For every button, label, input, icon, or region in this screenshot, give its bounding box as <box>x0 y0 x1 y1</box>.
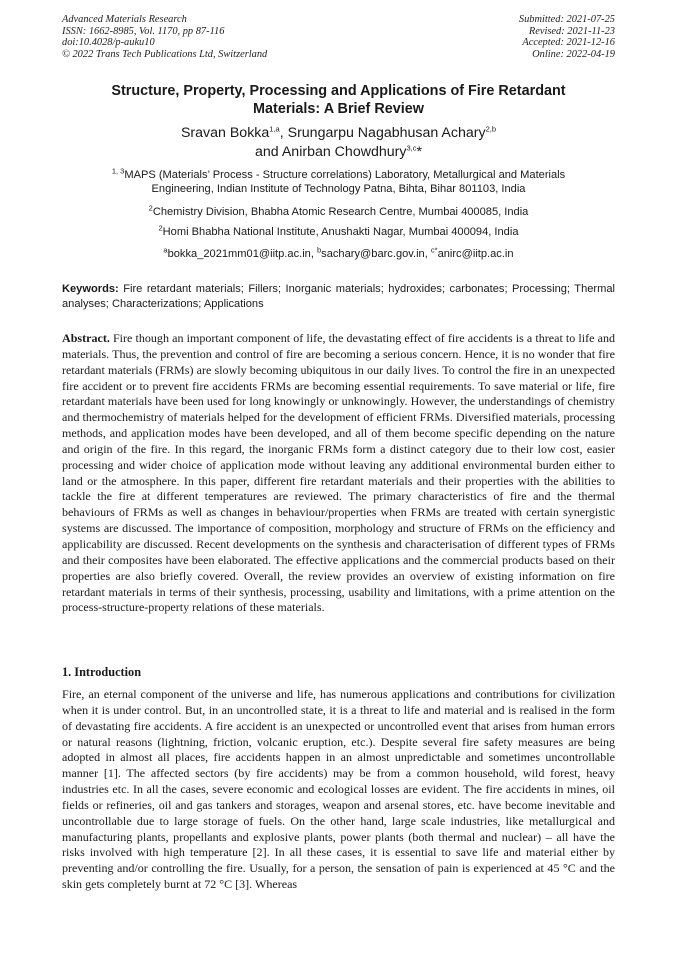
affiliation-2-sup: 2 <box>148 203 153 213</box>
email-a-sup: a <box>163 245 168 255</box>
copyright-line: © 2022 Trans Tech Publications Ltd, Switzerland <box>62 48 268 60</box>
affiliation-3 <box>62 225 615 239</box>
journal-name: Advanced Materials Research <box>62 14 187 25</box>
author-3: Anirban Chowdhury <box>281 144 407 160</box>
affiliation-1-sup: 1, 3 <box>111 166 125 176</box>
title-line-1: Structure, Property, Processing and Applications of Fire Retardant <box>111 83 566 99</box>
corresponding-mark: * <box>416 144 422 160</box>
online-date: Online: 2022-04-19 <box>532 48 615 60</box>
abstract-paragraph <box>62 331 615 616</box>
author-2-sup: 2,b <box>485 124 497 134</box>
author-1-sup: 1,a <box>269 124 280 134</box>
section-heading: 1. Introduction <box>62 665 142 679</box>
author-and: and <box>255 144 282 160</box>
affiliation-3-text: Homi Bhabha National Institute, Anushakti Nagar, Mumbai 400094, India <box>162 226 519 238</box>
author-1: Sravan Bokka <box>180 125 270 141</box>
submission-dates <box>519 14 615 60</box>
email-b: sachary@barc.gov.in, <box>321 248 431 260</box>
author-3-sup: 3,c <box>406 143 417 153</box>
email-b-sup: b <box>317 245 322 255</box>
author-2: Srungarpu Nagabhusan Achary <box>287 125 486 141</box>
author-separator: , <box>279 125 288 141</box>
journal-info <box>62 14 267 60</box>
keywords-label: Keywords: <box>62 283 119 295</box>
abstract-text: Fire though an important component of life, the devastating effect of fire accidents is a threat to life and materials. Thus, the prevention and control of fire are becoming a serious concern. Hence, it is no wonder that fire retardant materials (FRMs) are slowly becoming ubiquitous in our daily lives. To control the fire in an unexpected fire accident or to prevent fire accidents FRMs are becoming essential requirements. To save material or life, fire retardant materials have been used for long knowingly or unknowingly. However, the understandings of chemistry and thermochemistry of materials helped for the development of efficient FRMs. Diversified materials, processing methods, and application modes have been developed, and all of them become specific depending on the nature and origin of the fire. In this regard, the inorganic FRMs form a distinct category due to their low cost, easier processing and wider choice of application mode without leaving any additional environmental burden either to land or the atmosphere. In this paper, different fire retardant materials and their properties with the abilities to tackle the fire at different temperatures are reviewed. The primary characteristics of fire and the thermal behaviours of FRMs as well as changes in behaviour/properties when FRMs are treated with certain synergistic systems are discussed. The importance of composition, morphology and structure of FRMs on the efficiency and applicability are discussed. Recent developments on the synthesis and characterisation of different types of FRMs and their composites have been elaborated. The effective applications and the commercial products based on their properties are also briefly covered. Overall, the review provides an overview of existing information on fire retardant materials in terms of their synthesis, processing, usability and limitations, with a prime attention on the process-structure-property relations of these materials. <box>62 331 615 615</box>
abstract-label: Abstract. <box>62 331 110 345</box>
revised-date: Revised: 2021-11-23 <box>528 25 615 37</box>
affiliation-3-sup: 2 <box>158 223 163 233</box>
paper-title <box>62 82 615 118</box>
author-list <box>62 124 615 162</box>
submitted-date: Submitted: 2021-07-25 <box>518 14 615 25</box>
affiliation-1-line-1: MAPS (Materials’ Process - Structure correlations) Laboratory, Metallurgical and Materials <box>124 169 566 181</box>
affiliation-1 <box>62 168 615 197</box>
issn-line: ISSN: 1662-8985, Vol. 1170, pp 87-116 <box>62 25 225 37</box>
title-line-2: Materials: A Brief Review <box>253 101 424 117</box>
affiliation-2 <box>62 205 615 219</box>
email-c-sup: c* <box>430 245 438 255</box>
author-emails <box>62 247 615 261</box>
doi-line: doi:10.4028/p-auku10 <box>62 37 155 49</box>
affiliation-2-text: Chemistry Division, Bhabha Atomic Research Centre, Mumbai 400085, India <box>152 206 529 218</box>
email-c: anirc@iitp.ac.in <box>437 248 514 260</box>
accepted-date: Accepted: 2021-12-16 <box>522 37 615 49</box>
introduction-paragraph: Fire, an eternal component of the universe and life, has numerous applications and contributions for civilization when it is under control. But, in an uncontrolled state, it is a threat to life and material and is realised in the form of devastating fire accidents. A fire accident is an unexpected or uncontrolled event that arises from human errors or natural reasons (lightning, friction, volcanic eruption, etc.). Despite several fire safety measures are being adopted in almost all places, fire accidents happen in an almost unpredictable and sometimes uncontrollable manner [1]. The affected sectors (by fire accidents) may be from a common household, wild forest, heavy industries etc. In all the cases, severe economic and ecological losses are evident. The fire accidents in mines, oil fields or refineries, oil and gas tankers and storages, weapon and arsenal stores, etc. have become inevitable and uncontrollable due to large storage of fuels. On the other hand, large scale industries, like metallurgical and manufacturing plants, propellants and explosive plants, power plants (both thermal and nuclear) – all have the risks involved with high temperature [2]. In all these cases, it is essential to save life and material either by preventing and/or controlling the fire. Usually, for a person, the sensation of pain is experienced at 45 °C and the skin gets completely burnt at 72 °C [3]. Whereas <box>62 687 615 892</box>
email-a: bokka_2021mm01@iitp.ac.in, <box>167 248 317 260</box>
affiliation-1-line-2: Engineering, Indian Institute of Technology Patna, Bihta, Bihar 801103, India <box>151 183 526 196</box>
keywords-text: Fire retardant materials; Fillers; Inorganic materials; hydroxides; carbonates; Processing; Thermal analyses; Characterizations; Applications <box>62 283 615 310</box>
keywords-paragraph <box>62 282 615 312</box>
